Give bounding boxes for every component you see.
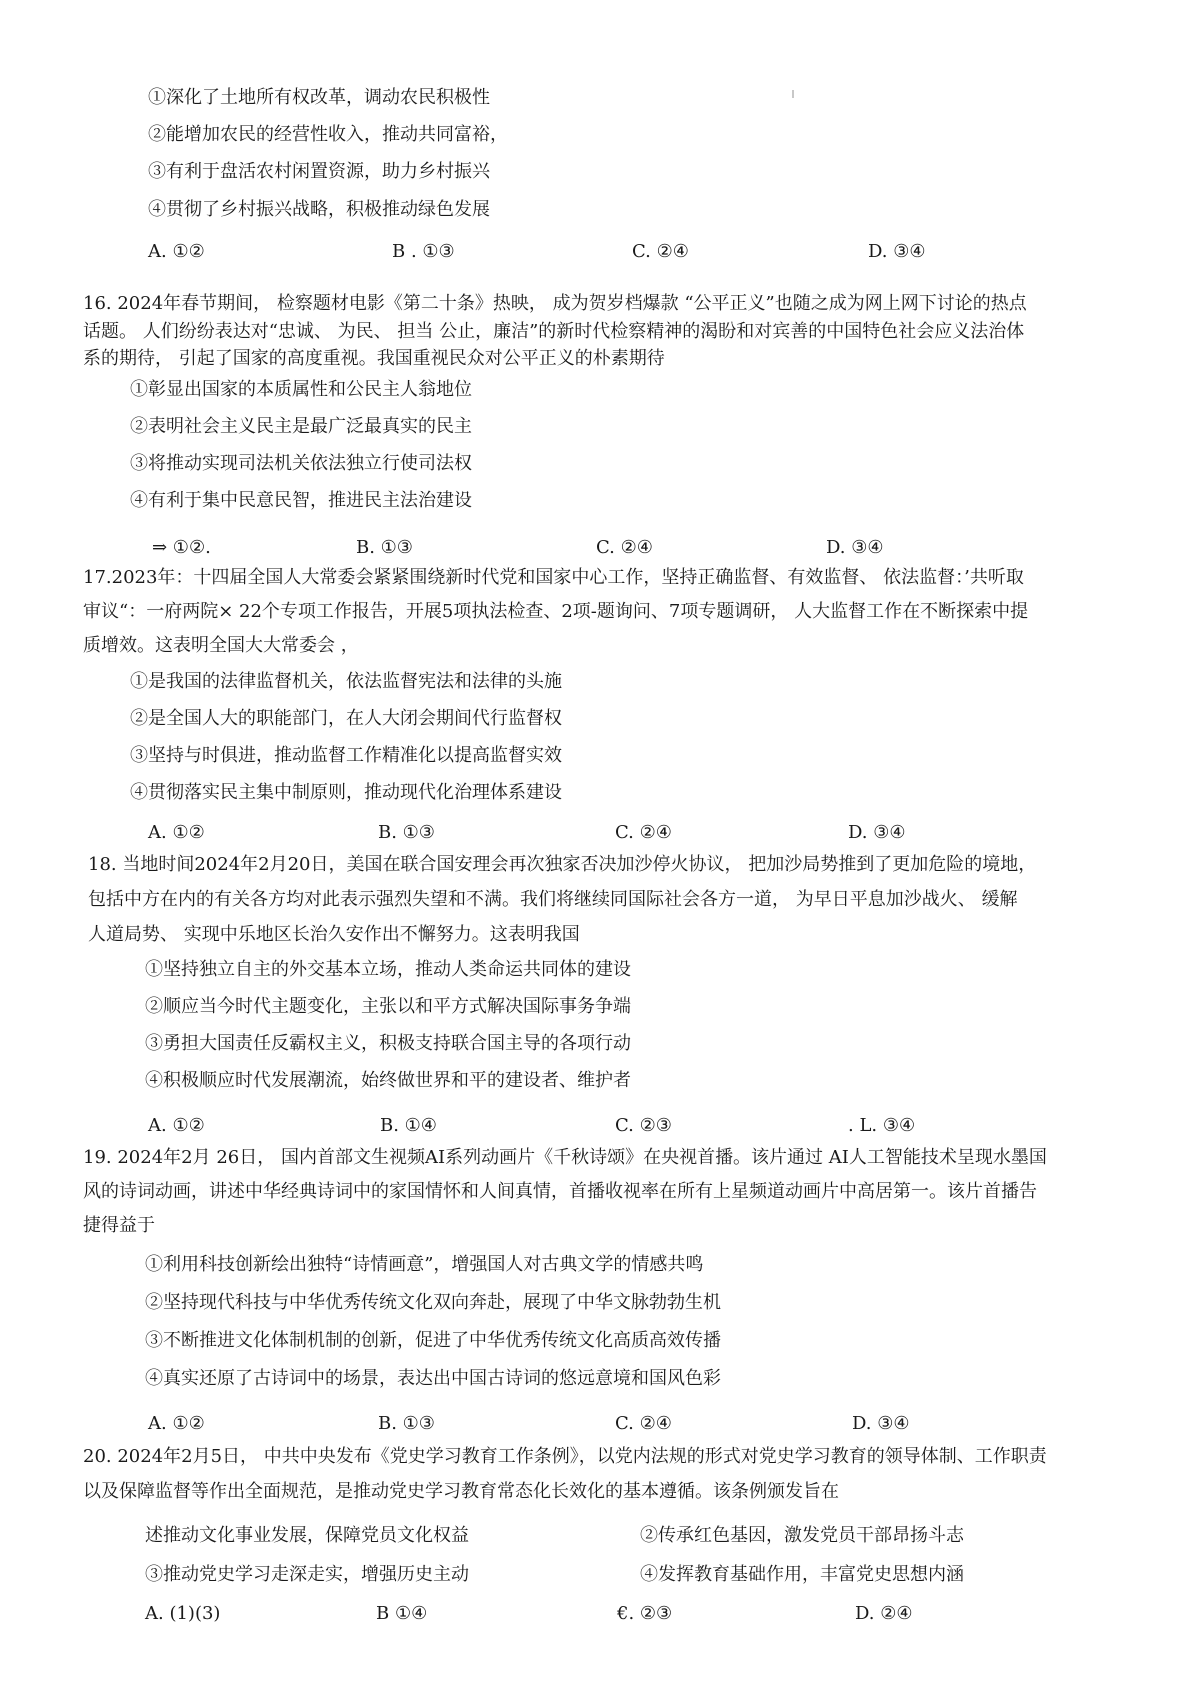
- q20-option-3: ③推动党史学习走深走实，增强历史主动: [145, 1564, 469, 1585]
- q17-choice-c: C. ②④: [615, 822, 672, 843]
- q18-choice-a: A. ①②: [148, 1115, 205, 1136]
- q16-choice-d: D. ③④: [826, 537, 884, 558]
- q20-choice-d: D. ②④: [855, 1603, 913, 1624]
- q16-option-2: ②表明社会主义民主是最广泛最真实的民主: [130, 416, 472, 437]
- q17-stem-line-3: 质增效。这表明全国大大常委会 ，: [83, 635, 359, 656]
- q15-option-2: ②能增加农民的经营性收入，推动共同富裕，: [148, 124, 508, 145]
- q16-option-4: ④有利于集中民意民智，推进民主法治建设: [130, 490, 472, 511]
- q19-option-1: ①利用科技创新绘出独特“诗情画意”，增强国人对古典文学的情感共鸣: [145, 1254, 704, 1275]
- q18-stem-line-1: 18. 当地时间2024年2月20日，美国在联合国安理会再次独家否决加沙停火协议， 把加沙局势推到了更加危险的境地，: [88, 854, 1037, 875]
- q20-choice-c: €. ②③: [617, 1603, 673, 1624]
- q15-choice-b: B . ①③: [392, 241, 455, 262]
- q18-choice-d: . L. ③④: [848, 1115, 916, 1136]
- q16-stem-line-2: 话题。 人们纷纷表达对“忠诚、 为民、 担当 公止，廉洁”的新时代检察精神的渴盼和对宾善的中国特色社会应义法治体: [83, 321, 1025, 342]
- q17-stem-line-2: 审议“：一府两院× 22个专项工作报告，开展5项执法检查、2项-题询问、7项专题调研， 人大监督工作在不断探索中提: [83, 601, 1029, 622]
- q19-choice-a: A. ①②: [148, 1413, 205, 1434]
- q15-option-1: ①深化了土地所有权改革，调动农民积极性: [148, 87, 490, 108]
- q15-choice-d: D. ③④: [868, 241, 926, 262]
- q15-option-3: ③有利于盘活农村闲置资源，助力乡村振兴: [148, 161, 490, 182]
- q17-stem-line-1: 17.2023年：十四届全国人大常委会紧紧围绕新时代党和国家中心工作，坚持正确监督、有效监督、 依法监督：’共听取: [83, 567, 1024, 588]
- q18-option-1: ①坚持独立自主的外交基本立场，推动人类命运共同体的建设: [145, 959, 631, 980]
- q17-option-3: ③坚持与时俱进，推动监督工作精准化以提高监督实效: [130, 745, 562, 766]
- q19-option-3: ③不断推进文化体制机制的创新，促进了中华优秀传统文化高质高效传播: [145, 1330, 721, 1351]
- q19-choice-b: B. ①③: [378, 1413, 435, 1434]
- q20-stem-line-1: 20. 2024年2月5日， 中共中央发布《党史学习教育工作条例》，以党内法规的形式对党史学习教育的领导体制、工作职责: [83, 1446, 1047, 1467]
- q18-choice-c: C. ②③: [615, 1115, 672, 1136]
- q20-option-2: ②传承红色基因，激发党员干部昂扬斗志: [640, 1525, 964, 1546]
- q20-choice-a: A. (1)(3): [145, 1603, 221, 1624]
- q19-choice-c: C. ②④: [615, 1413, 672, 1434]
- q18-option-3: ③勇担大国责任反霸权主义，积极支持联合国主导的各项行动: [145, 1033, 631, 1054]
- q18-stem-line-3: 人道局势、 实现中乐地区长治久安作出不懈努力。这表明我国: [88, 924, 580, 945]
- q15-choice-c: C. ②④: [632, 241, 689, 262]
- q16-option-3: ③将推动实现司法机关依法独立行使司法权: [130, 453, 472, 474]
- q16-choice-c: C. ②④: [596, 537, 653, 558]
- q19-choice-d: D. ③④: [852, 1413, 910, 1434]
- q17-option-4: ④贯彻落实民主集中制原则，推动现代化治理体系建设: [130, 782, 562, 803]
- q17-option-1: ①是我国的法律监督机关，依法监督宪法和法律的头施: [130, 671, 562, 692]
- q16-choice-b: B. ①③: [356, 537, 413, 558]
- q20-choice-b: B ①④: [376, 1603, 428, 1624]
- q19-stem-line-2: 风的诗词动画，讲述中华经典诗词中的家国情怀和人间真情，首播收视率在所有上星频道动画片中高居第一。该片首播告: [83, 1181, 1037, 1202]
- q19-stem-line-1: 19. 2024年2月 26日， 国内首部文生视频AI系列动画片《千秋诗颂》在央视首播。该片通过 AI人工智能技术呈现水墨国: [83, 1147, 1047, 1168]
- q18-option-4: ④积极顺应时代发展潮流，始终做世界和平的建设者、维护者: [145, 1070, 631, 1091]
- q19-option-2: ②坚持现代科技与中华优秀传统文化双向奔赴，展现了中华文脉勃勃生机: [145, 1292, 721, 1313]
- q20-option-4: ④发挥教育基础作用，丰富党史思想内涵: [640, 1564, 964, 1585]
- q20-stem-line-2: 以及保障监督等作出全面规范，是推动党史学习教育常态化长效化的基本遵循。该条例颁发旨在: [83, 1481, 839, 1502]
- q20-option-1: 述推动文化事业发展，保障党员文化权益: [145, 1525, 469, 1546]
- q16-option-1: ①彰显出国家的本质属性和公民主人翁地位: [130, 379, 472, 400]
- q17-choice-b: B. ①③: [378, 822, 435, 843]
- q15-option-4: ④贯彻了乡村振兴战略，积极推动绿色发展: [148, 199, 490, 220]
- q17-choice-a: A. ①②: [148, 822, 205, 843]
- scan-speck: [792, 90, 794, 98]
- q18-choice-b: B. ①④: [380, 1115, 437, 1136]
- q19-option-4: ④真实还原了古诗词中的场景，表达出中国古诗词的悠远意境和国风色彩: [145, 1368, 721, 1389]
- q16-stem-line-3: 系的期待， 引起了国家的高度重视。我国重视民众对公平正义的朴素期待: [83, 348, 665, 369]
- q18-option-2: ②顺应当今时代主题变化，主张以和平方式解决国际事务争端: [145, 996, 631, 1017]
- q16-stem-line-1: 16. 2024年春节期间， 检察题材电影《第二十条》热映， 成为贺岁档爆款 “公平正义”也随之成为网上网下讨论的热点: [83, 293, 1027, 314]
- q17-option-2: ②是全国人大的职能部门，在人大闭会期间代行监督权: [130, 708, 562, 729]
- q16-choice-a: ⇒ ①②.: [152, 537, 211, 558]
- q15-choice-a: A. ①②: [148, 241, 205, 262]
- q19-stem-line-3: 捷得益于: [83, 1215, 155, 1236]
- q17-choice-d: D. ③④: [848, 822, 906, 843]
- q18-stem-line-2: 包括中方在内的有关各方均对此表示强烈失望和不满。我们将继续同国际社会各方一道， 为早日平息加沙战火、 缓解: [88, 889, 1018, 910]
